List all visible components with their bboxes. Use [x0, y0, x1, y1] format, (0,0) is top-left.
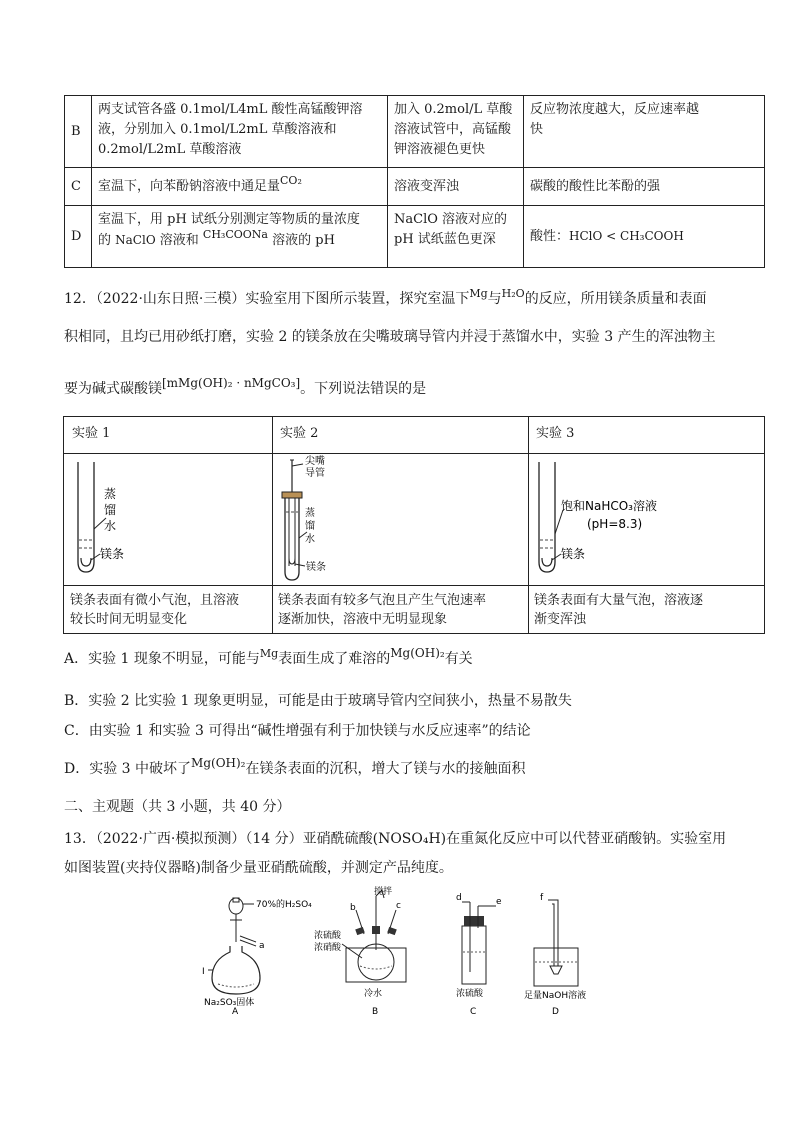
b-label: B: [372, 1007, 379, 1014]
section-heading: 二、主观题（共 3 小题，共 40 分）: [64, 799, 291, 815]
divider: [64, 585, 764, 586]
text-part: 与: [487, 291, 502, 307]
exp1-observation: [70, 591, 239, 629]
text-line: NaClO 溶液对应的: [394, 212, 508, 227]
exp2-mg-label: 镁条: [306, 562, 326, 573]
exp3-ph-label: (pH=8.3): [587, 517, 643, 531]
b-water-label: 冷水: [364, 989, 383, 999]
text-part: 有关: [444, 651, 473, 667]
table-row: [65, 206, 765, 268]
q12-option-b: B．实验 2 比实验 1 现象更明显，可能是由于玻璃导管内空间狭小，热量不易散失: [64, 693, 572, 709]
exp2-header: 实验 2: [280, 426, 319, 441]
text-part: 的: [98, 233, 116, 248]
text-part: 的反应，所用镁条质量和表面: [524, 291, 707, 307]
row-letter: D: [65, 206, 92, 268]
mgoh2-formula: Mg(OH)₂: [191, 756, 246, 770]
table-row: [65, 168, 765, 206]
naclo-formula: NaClO: [115, 233, 156, 247]
text-line: pH 试纸蓝色更深: [394, 232, 496, 247]
q12-option-c: C．由实验 1 和实验 3 可得出“碱性增强有利于加快镁与水反应速率”的结论: [64, 723, 531, 739]
text-part: 在镁条表面的沉积，增大了镁与水的接触面积: [245, 761, 526, 777]
exp2-water-label: 水: [305, 534, 315, 545]
text-line: 溶液试管中，高锰酸: [394, 122, 512, 137]
q12-line1: [64, 288, 707, 311]
row-letter: C: [65, 168, 92, 206]
row-conclusion: 碳酸的酸性比苯酚的强: [524, 168, 765, 206]
text-line: 室温下，用 pH 试纸分别测定等物质的量浓度: [98, 212, 360, 227]
q12-line2: 积相同，且均已用砂纸打磨，实验 2 的镁条放在尖嘴玻璃导管内并浸于蒸馏水中，实验 3 产生的浑浊物主: [64, 329, 716, 345]
text-line: [98, 230, 381, 251]
q12-option-a: [64, 648, 473, 671]
exp1-water-label: 馏: [104, 503, 117, 517]
apparatus-d: [524, 893, 586, 1014]
exp3-observation: [534, 591, 703, 629]
f-port-label: f: [540, 893, 544, 903]
b-port-label: b: [350, 903, 356, 913]
b-acid1-label: 浓硫酸: [314, 931, 342, 941]
exp2-test-tube-figure: [273, 454, 527, 584]
q12-line3: [64, 378, 426, 400]
exp2-tube-label: 导管: [305, 468, 325, 479]
row-procedure: [92, 168, 388, 206]
text-part: 要为碱式碳酸镁: [64, 381, 162, 397]
row-phenomenon: [388, 96, 524, 168]
row-conclusion: [524, 206, 765, 268]
apparatus-c: [456, 893, 502, 1014]
row-phenomenon: 溶液变浑浊: [388, 168, 524, 206]
e-port-label: e: [496, 897, 502, 907]
text-line: 逐渐加快，溶液中无明显现象: [278, 612, 448, 627]
row-procedure: [92, 206, 388, 268]
c-port-label: c: [396, 901, 401, 911]
text-line: 快: [530, 122, 544, 137]
a-I-label: I: [202, 967, 205, 977]
text-part: 表面生成了难溶的: [278, 651, 391, 667]
co2-formula: CO₂: [280, 173, 302, 187]
c-acid-label: 浓硫酸: [456, 989, 484, 999]
basic-magnesium-carbonate-formula: [mMg(OH)₂ · nMgCO₃]: [162, 376, 301, 390]
text-line: 液，分别加入 0.1mol/L2mL 草酸溶液和: [98, 122, 337, 137]
exp1-water-label: 蒸: [104, 487, 117, 501]
exp1-water-label: 水: [104, 519, 117, 533]
options-table: [64, 95, 765, 268]
b-stir-label: 搅拌: [374, 887, 393, 897]
text-line: 较长时间无明显变化: [70, 612, 188, 627]
row-phenomenon: [388, 206, 524, 268]
mgoh2-formula: Mg(OH)₂: [390, 646, 445, 660]
d-port-label: d: [456, 893, 462, 903]
mg-formula: Mg: [469, 287, 488, 300]
exp2-water-label: 馏: [305, 521, 315, 532]
a-solid-label: Na₂SO₃固体: [204, 998, 255, 1008]
exp1-mg-label: 镁条: [100, 547, 125, 561]
a-port-label: a: [259, 941, 265, 951]
text-line: 0.2mol/L2mL 草酸溶液: [98, 142, 242, 157]
text-part: 溶液的 pH: [267, 233, 335, 248]
d-label: D: [552, 1007, 559, 1014]
exp3-solution-label: 饱和NaHCO₃溶液: [561, 499, 657, 513]
text-part: A．实验 1 现象不明显，可能与: [64, 651, 260, 667]
experiment-table: [63, 416, 765, 634]
b-acid2-label: 浓硝酸: [314, 943, 342, 953]
row-procedure: [92, 96, 388, 168]
text-line: 加入 0.2mol/L 草酸: [394, 102, 513, 117]
a-acid-label: 70%的H₂SO₄: [256, 900, 312, 910]
text-part: 。下列说法错误的是: [300, 381, 427, 397]
exp3-test-tube-figure: [529, 454, 763, 584]
acidity-formula: HClO < CH₃COOH: [569, 229, 684, 243]
text-part: 12．（2022·山东日照·三模）实验室用下图所示装置，探究室温下: [64, 291, 470, 307]
row-letter: B: [65, 96, 92, 168]
mg-formula: Mg: [259, 647, 279, 660]
q13-line2: 如图装置(夹持仪器略)制备少量亚硝酰硫酸，并测定产品纯度。: [64, 860, 453, 876]
text-line: 两支试管各盛 0.1mol/L4mL 酸性高锰酸钾溶: [98, 102, 363, 117]
row-conclusion: [524, 96, 765, 168]
exp2-tube-label: 尖嘴: [305, 456, 325, 467]
exp1-test-tube-figure: [64, 454, 272, 584]
q12-option-d: [64, 758, 526, 780]
text-line: 镁条表面有较多气泡且产生气泡速率: [278, 593, 487, 608]
q13-line1: 13．（2022·广西·模拟预测）（14 分）亚硝酰硫酸(NOSO₄H)在重氮化反应中可以代替亚硝酸钠。实验室用: [64, 831, 727, 847]
h2o-formula: H₂O: [501, 287, 525, 300]
text-line: 室温下，向苯酚钠溶液中通足量: [98, 178, 281, 194]
exp1-header: 实验 1: [72, 426, 111, 441]
text-line: 反应物浓度越大，反应速率越: [530, 102, 700, 117]
exp3-mg-label: 镁条: [561, 547, 586, 561]
text-line: 钾溶液褪色更快: [394, 142, 486, 157]
ch3coona-formula: CH₃COONa: [202, 228, 268, 241]
c-label: C: [470, 1007, 477, 1014]
table-row: [65, 96, 765, 168]
apparatus-figure: [196, 886, 616, 1014]
exp2-water-label: 蒸: [305, 508, 315, 519]
text-line: 渐变浑浊: [534, 612, 587, 627]
a-label: A: [232, 1007, 239, 1014]
text-part: 溶液和: [155, 233, 203, 248]
apparatus-b: [314, 886, 406, 1014]
text-line: 镁条表面有大量气泡，溶液逐: [534, 593, 704, 608]
d-naoh-label: 足量NaOH溶液: [524, 991, 587, 1001]
text-part: D．实验 3 中破坏了: [64, 761, 192, 777]
text-line: 镁条表面有微小气泡，且溶液: [70, 593, 240, 608]
apparatus-a: [202, 898, 312, 1014]
text-part: 酸性：: [530, 229, 570, 244]
exp3-header: 实验 3: [536, 426, 575, 441]
exp2-observation: [278, 591, 486, 629]
